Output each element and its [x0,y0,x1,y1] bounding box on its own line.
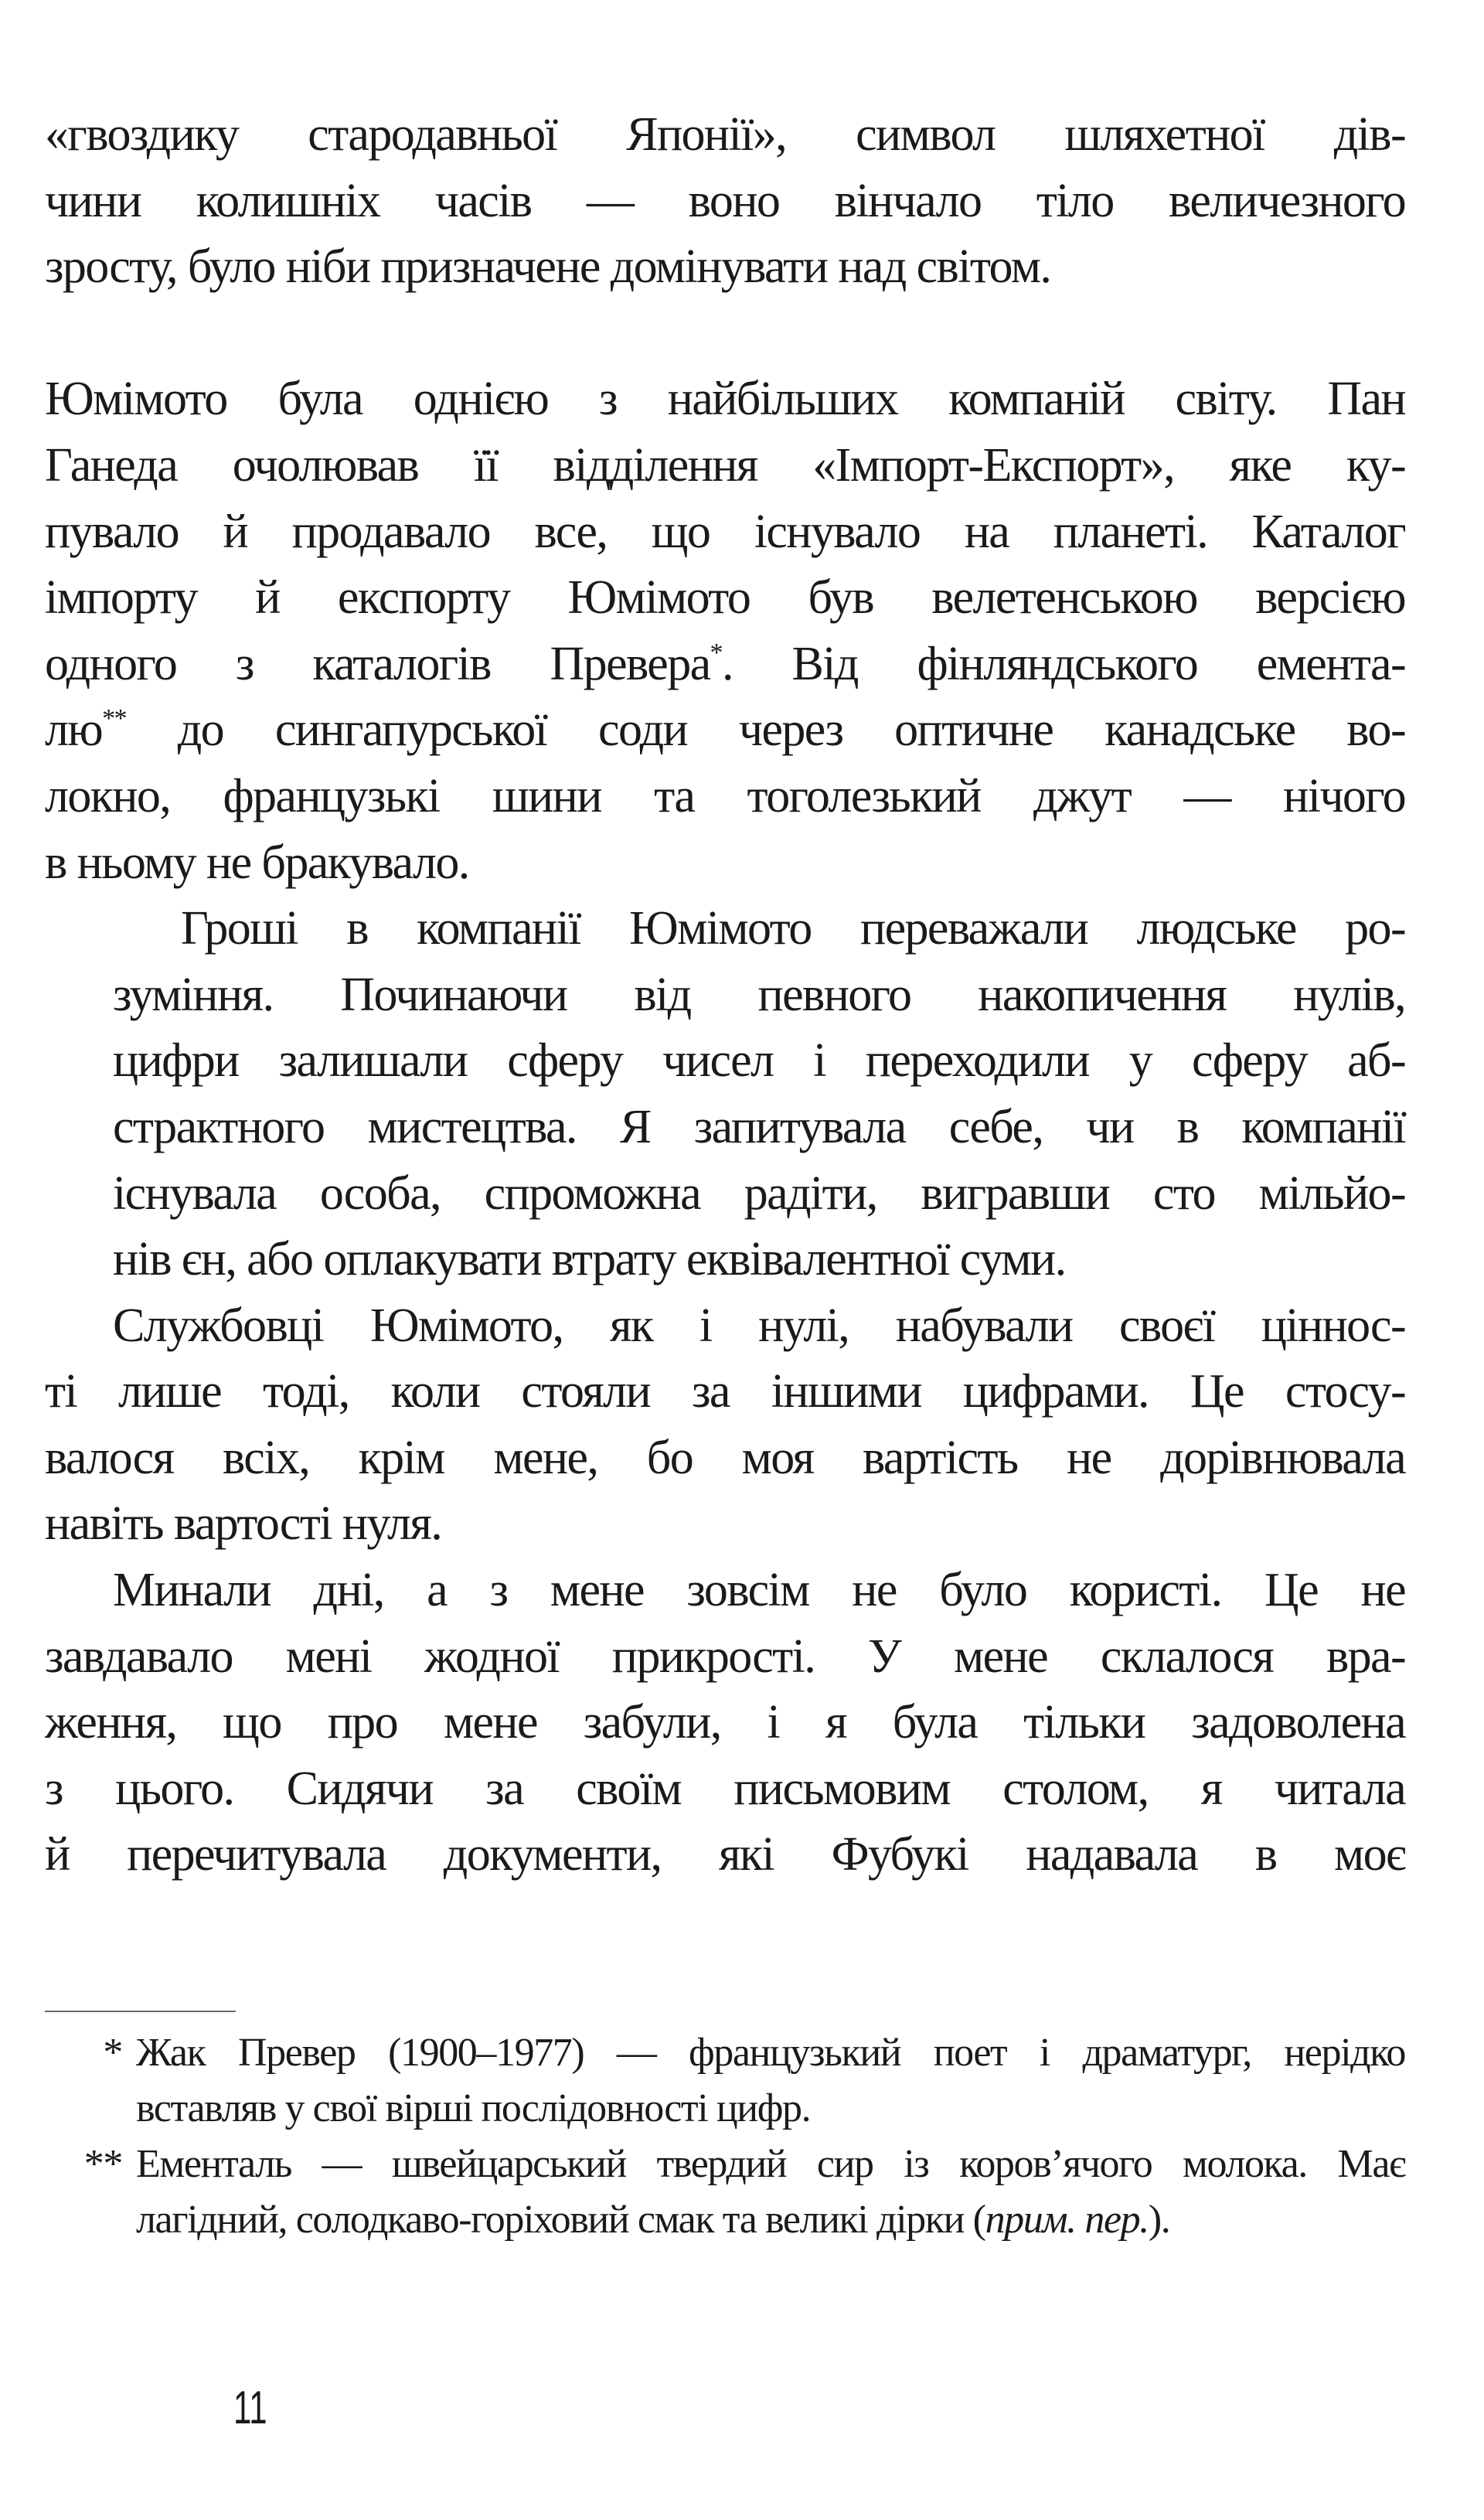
text-line: Юмімото була однією з найбільших компаній світу. Пан [45,373,1405,426]
text-line: зросту, було ніби призначене домінувати над світом. [45,240,1051,294]
text-line-with-footnote [45,697,1405,764]
footnote-mark: * [103,2031,122,2075]
text-line: локно, французькі шини та тоголезький джут — нічого [45,769,1405,822]
text-fragment: одного з каталогів Превера [45,637,710,690]
text-fragment: до сингапурської соди через оптичне канадське во- [125,703,1405,757]
text-line: й перечитувала документи, які Фубукі надавала в моє [45,1828,1405,1881]
page-number: 11 [233,2382,267,2433]
text-fragment: . Від фінляндського емента- [722,637,1406,690]
footnote-2 [45,2137,1405,2248]
text-line: навіть вартості нуля. [45,1497,442,1551]
text-line: страктного мистецтва. Я запитувала себе, чи в компанії [113,1100,1405,1153]
text-line: Ганеда очолював її відділення «Імпорт-Експорт», яке ку- [45,438,1405,492]
text-line: «гвоздику стародавньої Японії», символ шляхетної дів- [45,108,1405,161]
text-line: завдавало мені жодної прикрості. У мене склалося вра- [45,1629,1405,1683]
text-line: Гроші в компанії Юмімото переважали людське ро- [181,902,1405,955]
footnote-separator [45,2011,236,2012]
footnote-line [136,2192,1405,2248]
translator-note: прим. пер. [985,2198,1149,2242]
footnote-line: Ементаль — швейцарський твердий сир із коров’ячого молока. Має [136,2142,1405,2186]
body-text [45,102,1405,1888]
paragraph-2 [45,366,1405,896]
footnote-line: Жак Превер (1900–1977) — французький поет і драматург, нерідко [136,2031,1405,2075]
footnotes [45,2025,1405,2248]
text-line: з цього. Сидячи за своїм письмовим столом, я читала [45,1762,1405,1815]
text-line: ження, що про мене забули, і я була тільки задоволена [45,1696,1405,1749]
paragraph-5 [45,1558,1405,1888]
text-line: Минали дні, а з мене зовсім не було користі. Це не [113,1564,1405,1617]
text-line: чини колишніх часів — воно вінчало тіло величезного [45,174,1405,227]
text-fragment: лагідний, солодкаво-горіховий смак та великі дірки ( [136,2198,985,2242]
footnote-ref-2[interactable]: ** [102,704,126,734]
text-line: імпорту й експорту Юмімото був велетенською версією [45,571,1405,625]
footnote-line: вставляв у свої вірші послідовності цифр. [136,2086,811,2130]
footnote-mark: ** [83,2142,122,2186]
text-line: в ньому не бракувало. [45,836,469,889]
text-line: ті лише тоді, коли стояли за іншими цифрами. Це стосу- [45,1365,1405,1418]
text-line: цифри залишали сферу чисел і переходили у сферу аб- [113,1034,1405,1088]
text-line-with-footnote [45,632,1405,698]
text-line: валося всіх, крім мене, бо моя вартість не дорівнювала [45,1431,1405,1484]
footnote-1 [45,2025,1405,2137]
paragraph-1 [45,102,1405,301]
text-line: зуміння. Починаючи від певного накопичення нулів, [113,968,1405,1021]
text-line: нів єн, або оплакувати втрату еквівалентної суми. [113,1233,1066,1286]
text-fragment: лю [45,703,103,757]
text-fragment: ). [1148,2198,1170,2242]
paragraph-4 [45,1293,1405,1558]
footnote-ref-1[interactable]: * [710,638,722,667]
text-line: пувало й продавало все, що існувало на планеті. Каталог [45,505,1405,558]
paragraph-3 [45,896,1405,1293]
text-line: Службовці Юмімото, як і нулі, набували своєї ціннос- [113,1299,1405,1352]
text-line: існувала особа, спроможна радіти, вигравши сто мільйо- [113,1166,1405,1220]
